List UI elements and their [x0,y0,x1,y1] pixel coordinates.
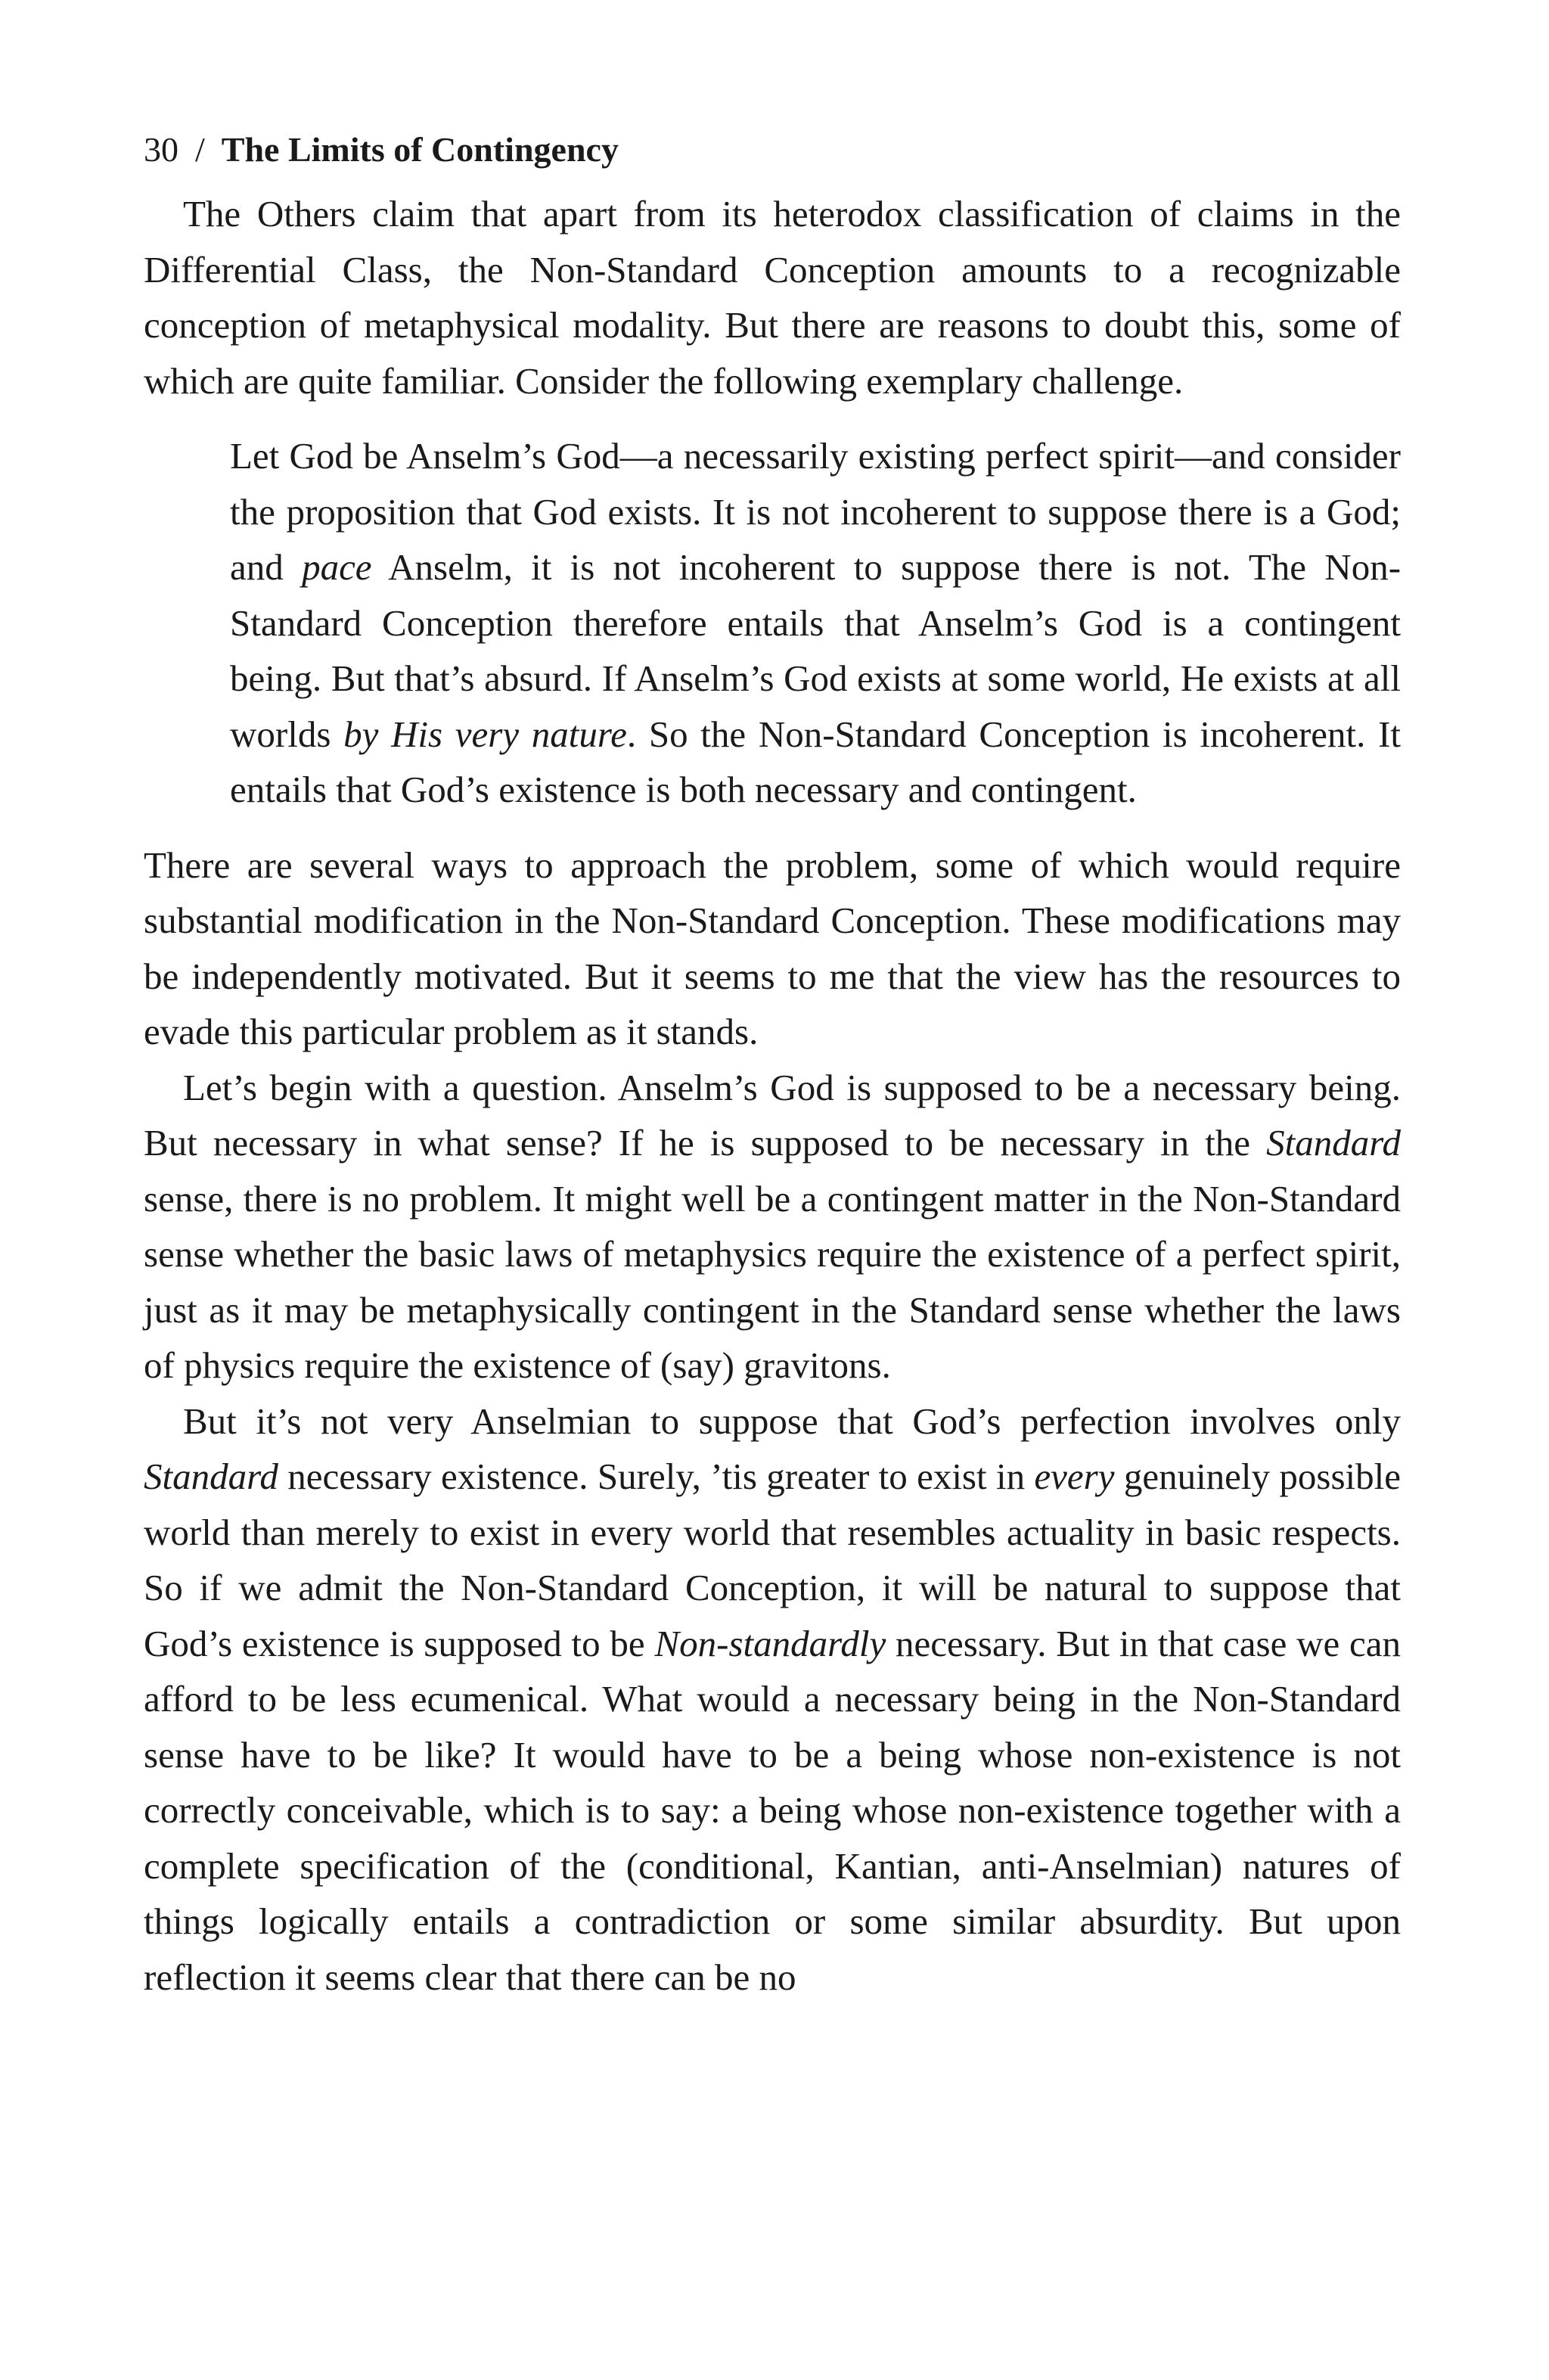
quote-text-2: Anselm, it is not incoherent to suppose there is not. The Non-Standard Conception therefore entails that Anselm’s God is a contingent being. But that’s absurd. If Anselm’s God exists at some world, He exists at all worlds [230,546,1402,755]
quote-italic-2: by His very nature [343,713,627,755]
page-number: 30 [144,130,178,169]
quote-text-1: Let God be Anselm’s God—a necessarily existing perfect spirit—and consider the proposition that God exists. It is not incoherent to suppose there is a God; and [230,435,1401,588]
running-head [144,127,1401,172]
para4-text-3: genuinely possible world than merely to exist in every world that resembles actuality in basic respects. So if we admit the Non-Standard Conception, it will be natural to suppose that God’s existence is supposed to be [144,1456,1401,1664]
book-title: The Limits of Contingency [221,130,619,169]
para4-text-1: But it’s not very Anselmian to suppose that God’s perfection involves only [183,1400,1401,1442]
para4-italic-1: Standard [144,1456,278,1497]
para4-text-4: necessary. But in that case we can afford to be less ecumenical. What would a necessary being in the Non-Standard sense have to be like? It would have to be a being whose non-existence is not correctly conceivable, which is to say: a being whose non-existence together with a complete specification of the (conditional, Kantian, anti-Anselmian) natures of things logically entails a contradiction or some similar absurdity. But upon reflection it seems clear that there can be no [144,1622,1401,1998]
para3-italic-1: Standard [1266,1122,1401,1164]
quote-text-3: . So the Non-Standard Conception is incoherent. It entails that God’s existence is both necessary and contingent. [230,713,1402,810]
para4-italic-2: every [1034,1456,1115,1497]
para3-text-2: sense, there is no problem. It might well be a contingent matter in the Non-Standard sense whether the basic laws of metaphysics require the existence of a perfect spirit, just as it may be metaphysically contingent in the Standard sense whether the laws of physics require the existence of (say) gravitons. [144,1177,1401,1386]
paragraph-2: There are several ways to approach the problem, some of which would require substantial modification in the Non-Standard Conception. These modifications may be independently motivated. But it seems to me that the view has the resources to evade this particular problem as it stands. [144,844,1401,1052]
header-separator: / [195,130,205,169]
para4-text-2: necessary existence. Surely, ’tis greater to exist in [278,1456,1035,1497]
para4-italic-3: Non-standardly [654,1622,886,1664]
book-page [144,127,1401,2005]
paragraph-3 [144,1060,1401,1394]
paragraph-1: The Others claim that apart from its heterodox classification of claims in the Differential Class, the Non-Standard Conception amounts to a recognizable conception of metaphysical modality. But there are reasons to doubt this, some of which are quite familiar. Consider the following exemplary challenge. [144,193,1401,402]
paragraph-4 [144,1394,1401,2006]
block-quote [230,428,1401,818]
block-quote-text [230,428,1401,818]
para3-text-1: Let’s begin with a question. Anselm’s God is supposed to be a necessary being. But necessary in what sense? If he is supposed to be necessary in the [144,1066,1401,1164]
quote-italic-1: pace [302,546,372,588]
